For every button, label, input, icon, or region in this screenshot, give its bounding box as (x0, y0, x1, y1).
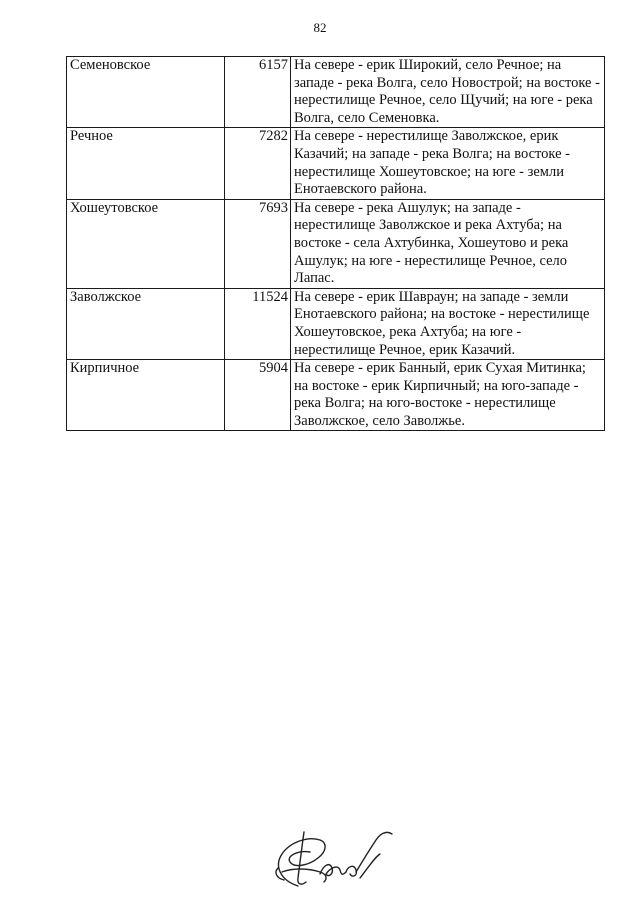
district-name-cell: Заволжское (67, 288, 225, 359)
area-cell: 7693 (225, 199, 291, 288)
spawning-grounds-table (66, 56, 605, 431)
area-cell: 7282 (225, 128, 291, 199)
border-description-cell: На севере - ерик Банный, ерик Сухая Митинка; на востоке - ерик Кирпичный; на юго-западе - река Волга; на юго-востоке - нерестилище Заволжское, село Заволжье. (291, 360, 605, 431)
table-row (67, 288, 605, 359)
district-name-cell: Семеновское (67, 57, 225, 128)
district-name-cell: Речное (67, 128, 225, 199)
district-name-cell: Хошеутовское (67, 199, 225, 288)
area-cell: 11524 (225, 288, 291, 359)
signature-stroke (346, 866, 356, 876)
signature-stroke (282, 869, 326, 882)
border-description-cell: На севере - ерик Широкий, село Речное; на западе - река Волга, село Новострой; на востоке - нерестилище Речное, село Щучий; на юге - река Волга, село Семеновка. (291, 57, 605, 128)
border-description-cell: На севере - нерестилище Заволжское, ерик Казачий; на западе - река Волга; на востоке - нерестилище Хошеутовское; на юге - земли Енотаевского района. (291, 128, 605, 199)
signature-stroke (356, 832, 392, 872)
table-row (67, 57, 605, 128)
handwritten-signature (268, 828, 400, 890)
area-cell: 6157 (225, 57, 291, 128)
signature-stroke (360, 854, 380, 878)
table-row (67, 360, 605, 431)
district-name-cell: Кирпичное (67, 360, 225, 431)
border-description-cell: На севере - река Ашулук; на западе - нерестилище Заволжское и река Ахтуба; на востоке - села Ахтубинка, Хошеутово и река Ашулук; на юге - нерестилище Речное, село Лапас. (291, 199, 605, 288)
table-row (67, 128, 605, 199)
page-number: 82 (313, 20, 327, 35)
area-cell: 5904 (225, 360, 291, 431)
table-row (67, 199, 605, 288)
border-description-cell: На севере - ерик Шавраун; на западе - земли Енотаевского района; на востоке - нерестилище Хошеутовское, река Ахтуба; на юге - нерестилище Речное, ерик Казачий. (291, 288, 605, 359)
